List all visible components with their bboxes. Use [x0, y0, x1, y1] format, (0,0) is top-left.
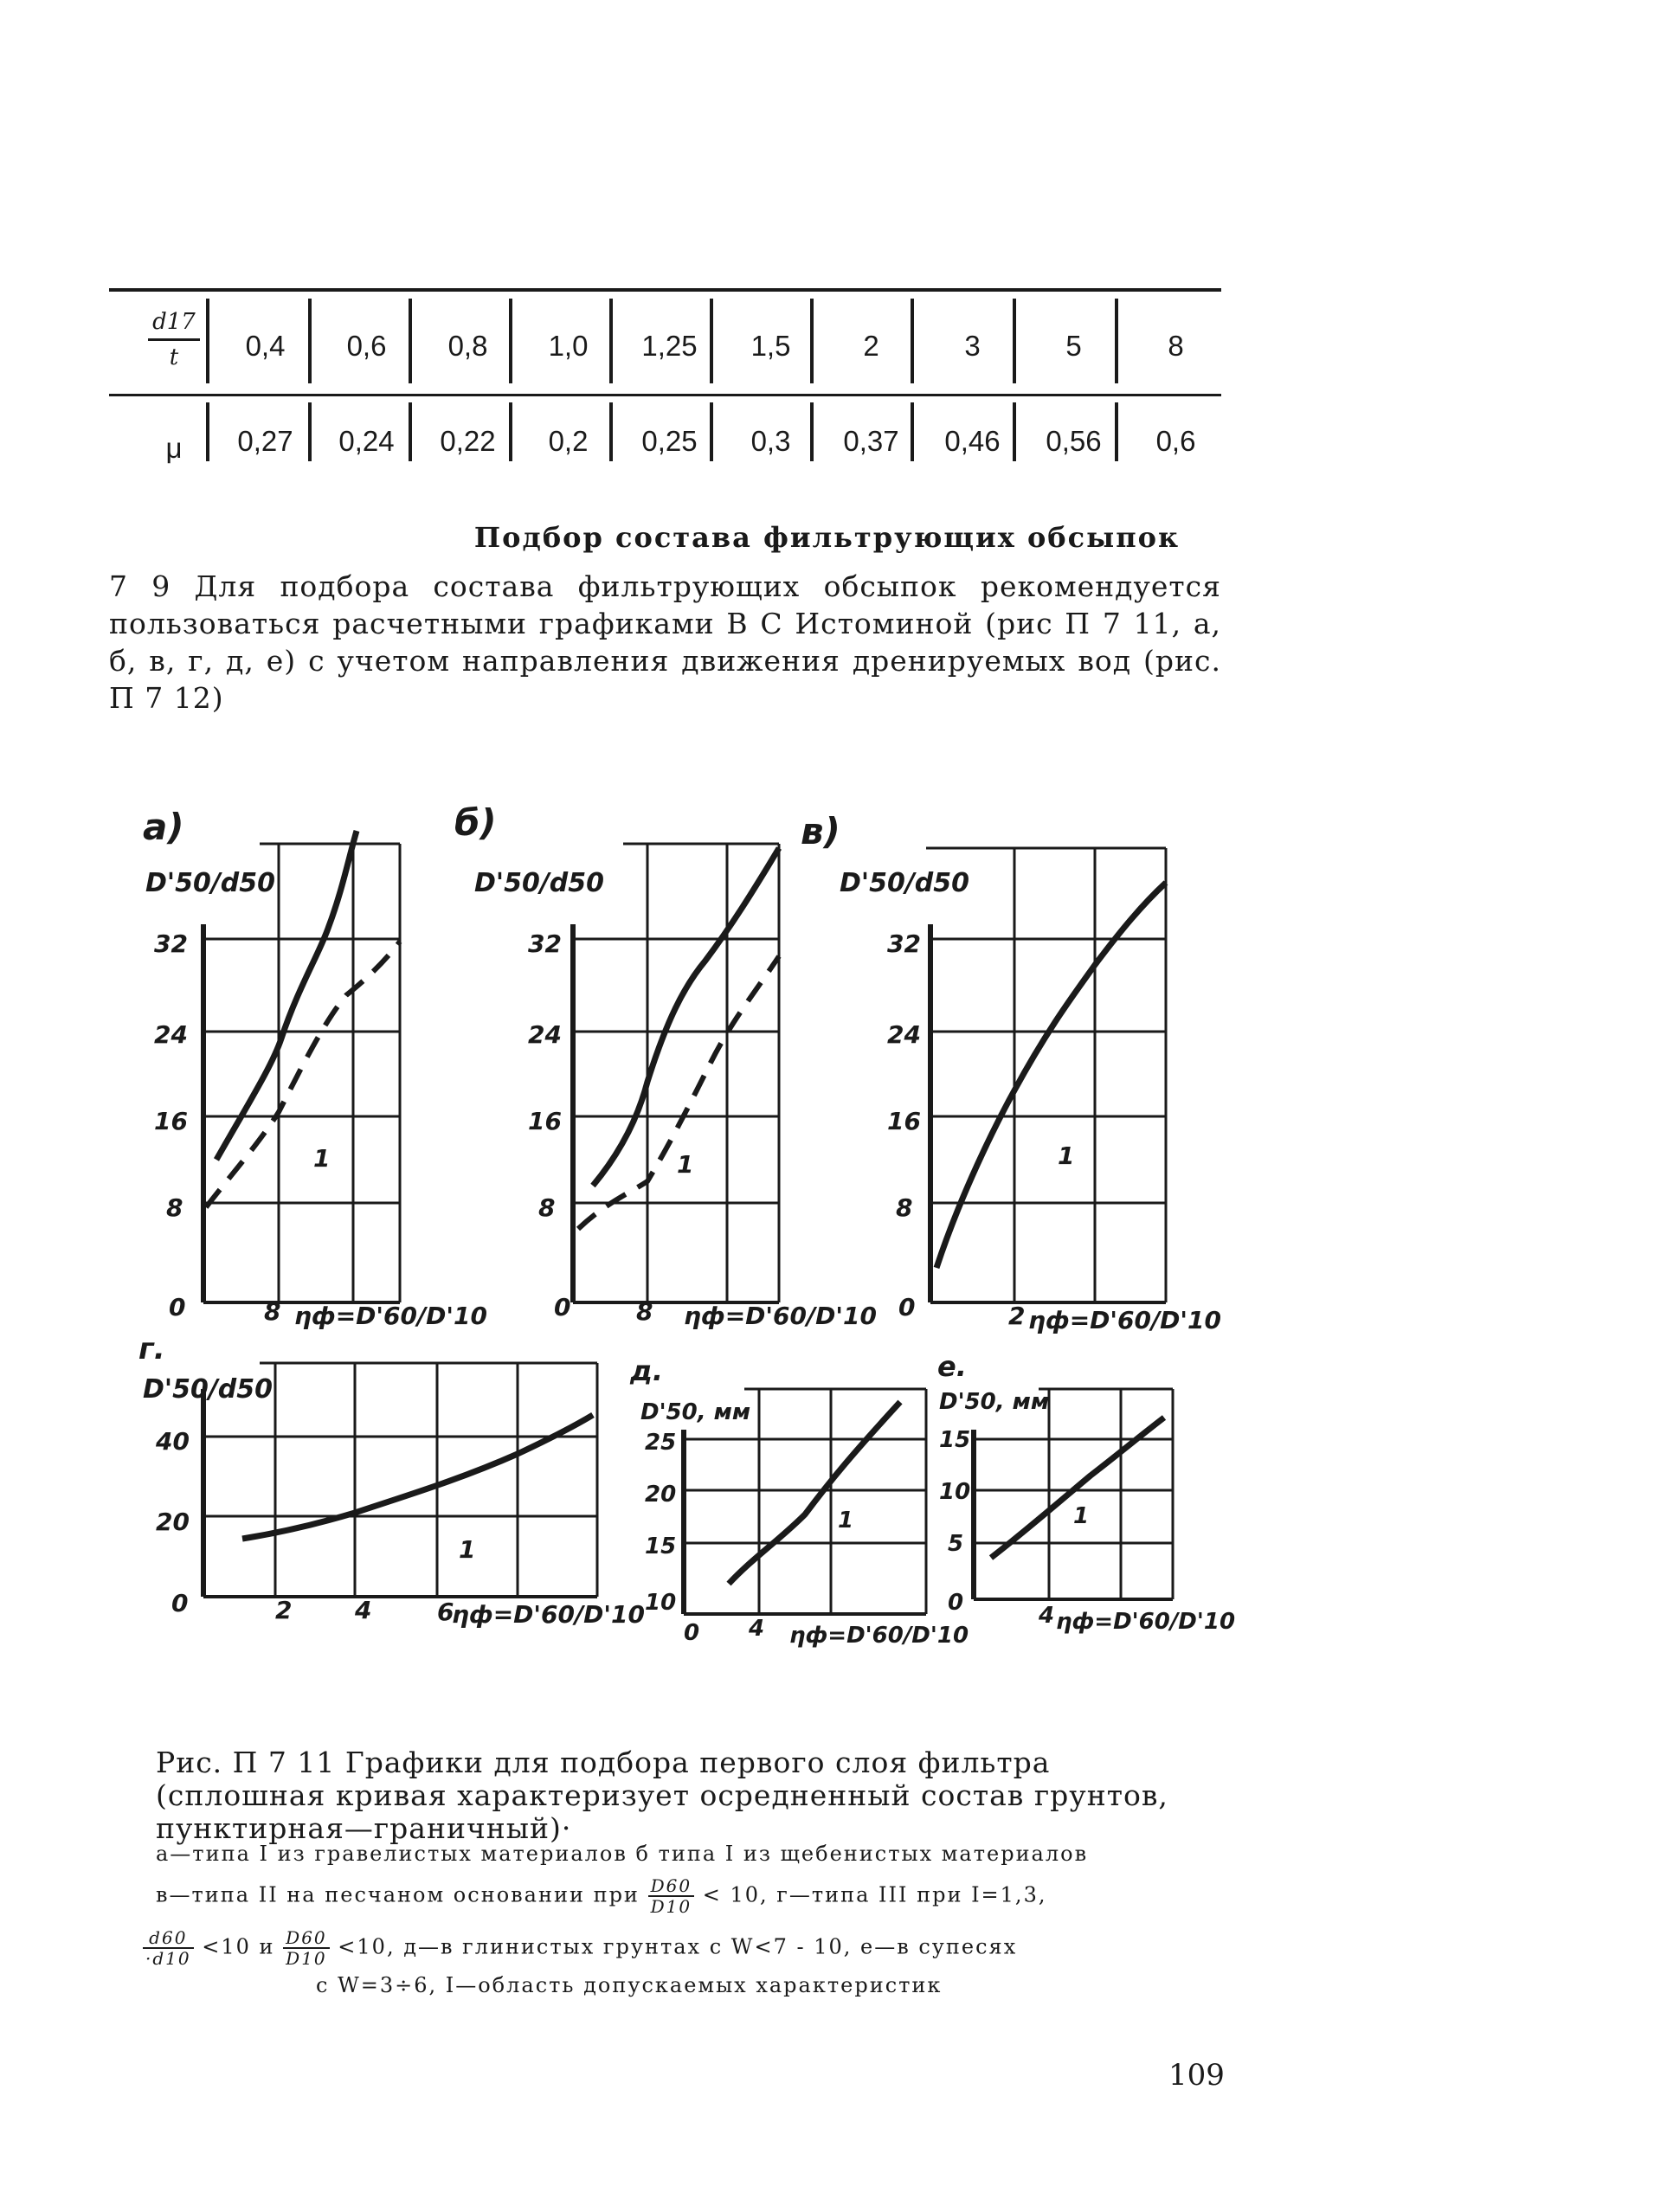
panel-a-xlabel: ηф=D'60/D'10 [294, 1302, 487, 1330]
panel-b-ylabel: D'50/d50 [474, 868, 605, 898]
panel-b-label: б) [454, 801, 497, 844]
table-cell: 0,2 [548, 425, 589, 457]
panel-d-ytick-20: 20 [645, 1482, 677, 1508]
table-cell: 0,3 [750, 425, 791, 457]
panel-d-label: д. [630, 1354, 663, 1387]
panel-g-ylabel: D'50/d50 [143, 1374, 274, 1405]
panel-g-xtick-2: 2 [275, 1596, 293, 1624]
panel-g-solid-curve [242, 1415, 593, 1539]
panel-b-ytick-16: 16 [528, 1107, 562, 1135]
panel-g-ytick-0: 0 [171, 1589, 189, 1617]
panel-e-ytick-15: 15 [939, 1427, 971, 1453]
panel-e-region-label: 1 [1073, 1503, 1090, 1529]
panel-v-ytick-16: 16 [887, 1107, 921, 1135]
caption-note-2b: < 10, г—типа III при I=1,3, [702, 1882, 1047, 1907]
table-cell: 3 [964, 330, 981, 362]
fraction-den: ·d10 [145, 1948, 191, 1969]
panel-a-xtick-8: 8 [264, 1297, 281, 1326]
panel-e-ytick-5: 5 [948, 1531, 964, 1557]
table-cell: 1,0 [548, 330, 589, 362]
panel-b-grid [573, 844, 779, 1302]
table-cell: 0,22 [440, 425, 496, 457]
panel-d-xtick-0: 0 [684, 1620, 700, 1646]
panel-a-ytick-24: 24 [154, 1020, 188, 1049]
panel-v-ytick-24: 24 [887, 1020, 921, 1049]
panel-b-region-label: 1 [677, 1150, 694, 1179]
panel-g-region-label: 1 [459, 1535, 476, 1564]
panel-g-ytick-20: 20 [156, 1508, 190, 1536]
section-heading: Подбор состава фильтрующих обсыпок [473, 521, 1181, 554]
panel-b-xlabel: ηф=D'60/D'10 [684, 1302, 877, 1330]
caption-fraction-d60-d10 [648, 1876, 694, 1916]
table-cell: 2 [863, 330, 879, 362]
panel-v-label: в) [801, 810, 840, 852]
panel-v-ytick-8: 8 [896, 1193, 913, 1222]
table-cell: 0,37 [843, 425, 899, 457]
table-cell: 0,6 [1155, 425, 1196, 457]
caption-note-3b: <10, д—в глинистых грунтах с W<7 - 10, е—в супесях [338, 1934, 1018, 1959]
panel-d-ylabel: D'50, мм [640, 1399, 751, 1425]
panel-b-ytick-24: 24 [528, 1020, 562, 1049]
panel-d-ytick-15: 15 [645, 1534, 677, 1559]
panel-d-region-label: 1 [838, 1508, 854, 1534]
caption-note-3 [143, 1928, 1017, 1968]
panel-d-ytick-10: 10 [645, 1590, 677, 1616]
panel-e-ytick-10: 10 [939, 1479, 971, 1505]
panel-v-region-label: 1 [1058, 1141, 1075, 1170]
caption-note-2 [156, 1876, 1046, 1916]
table-cell: 0,56 [1046, 425, 1102, 457]
fraction-num: d60 [143, 1928, 194, 1949]
panel-b-ytick-32: 32 [528, 929, 562, 958]
panel-v-xlabel: ηф=D'60/D'10 [1028, 1306, 1221, 1334]
fraction-num: D60 [648, 1876, 694, 1897]
panel-d-xtick-4: 4 [749, 1616, 765, 1642]
fraction-den: D10 [286, 1948, 327, 1969]
figure-caption: Рис. П 7 11 Графики для подбора первого слоя фильтра (сплошная кривая характеризует осредненный состав грунтов, пунктирная—граничный)· [156, 1746, 1168, 1845]
row1-header-den: t [169, 344, 179, 370]
table-cell: 0,46 [944, 425, 1001, 457]
table-cell: 8 [1168, 330, 1184, 362]
caption-fraction-D60-D10 [283, 1928, 329, 1968]
panel-e-xtick-4: 4 [1039, 1603, 1055, 1629]
caption-note-3a: <10 и [202, 1934, 275, 1959]
panel-g-ytick-40: 40 [156, 1427, 190, 1456]
panel-a-ylabel: D'50/d50 [145, 868, 276, 898]
panel-v-solid-curve [936, 883, 1166, 1268]
panel-e-ylabel: D'50, мм [939, 1389, 1050, 1415]
panel-b-ytick-8: 8 [538, 1193, 556, 1222]
panel-a-label: а) [143, 806, 184, 848]
panel-a-region-label: 1 [313, 1144, 331, 1173]
panel-a-ytick-16: 16 [154, 1107, 188, 1135]
fraction-num: D60 [283, 1928, 329, 1949]
panel-a-grid [203, 844, 400, 1302]
panel-v-ytick-32: 32 [887, 929, 921, 958]
panel-g-xtick-4: 4 [355, 1596, 372, 1624]
panel-d-xlabel: ηф=D'60/D'10 [789, 1623, 969, 1649]
page-number: 109 [1168, 2058, 1225, 2093]
panel-e-xlabel: ηф=D'60/D'10 [1056, 1609, 1236, 1635]
paragraph-79: 7 9 Для подбора состава фильтрующих обсыпок рекомендуется пользоваться расчетными графиками В С Истоминой (рис П 7 11, а, б, в, г, д, е) с учетом направления движения дренируемых вод (рис. П 7 12) [109, 569, 1221, 715]
caption-note-2a: в—типа II на песчаном основании при [156, 1882, 640, 1907]
panel-g-xtick-6: 6 [437, 1598, 454, 1626]
table-cell: 0,6 [346, 330, 387, 362]
fraction-den: D10 [650, 1896, 692, 1917]
panel-b-solid-curve [593, 848, 779, 1186]
panel-a-ytick-0: 0 [169, 1293, 186, 1321]
panel-e-label: е. [937, 1350, 967, 1383]
panel-e-grid [974, 1389, 1173, 1599]
table-cell: 0,24 [338, 425, 395, 457]
panel-v-ylabel: D'50/d50 [840, 868, 970, 898]
row1-header-num: d17 [152, 309, 196, 335]
table-cell: 0,27 [237, 425, 293, 457]
panel-g-label: г. [138, 1332, 165, 1366]
panel-b-ytick-0: 0 [554, 1293, 571, 1321]
row2-header: μ [165, 432, 183, 464]
panel-d-solid-curve [729, 1402, 900, 1584]
panel-a-ytick-32: 32 [154, 929, 188, 958]
table-cell: 0,8 [447, 330, 488, 362]
panel-g-xlabel: ηф=D'60/D'10 [452, 1600, 645, 1629]
table-cell: 0,4 [245, 330, 286, 362]
caption-note-1: а—типа I из гравелистых материалов б типа I из щебенистых материалов [156, 1842, 1089, 1866]
panel-d-ytick-25: 25 [645, 1430, 677, 1456]
panel-a-ytick-8: 8 [166, 1193, 183, 1222]
panel-b-xtick-8: 8 [636, 1297, 653, 1326]
caption-fraction-d60-d10-lower [143, 1928, 194, 1968]
panel-v-xtick-2: 2 [1008, 1302, 1026, 1330]
table-cell: 5 [1065, 330, 1082, 362]
table-cell: 1,5 [750, 330, 791, 362]
table-cell: 1,25 [641, 330, 698, 362]
panel-e-ytick-0: 0 [948, 1590, 964, 1616]
caption-note-4: с W=3÷6, I—область допускаемых характеристик [316, 1973, 943, 1997]
panel-v-ytick-0: 0 [898, 1293, 916, 1321]
table-cell: 0,25 [641, 425, 698, 457]
